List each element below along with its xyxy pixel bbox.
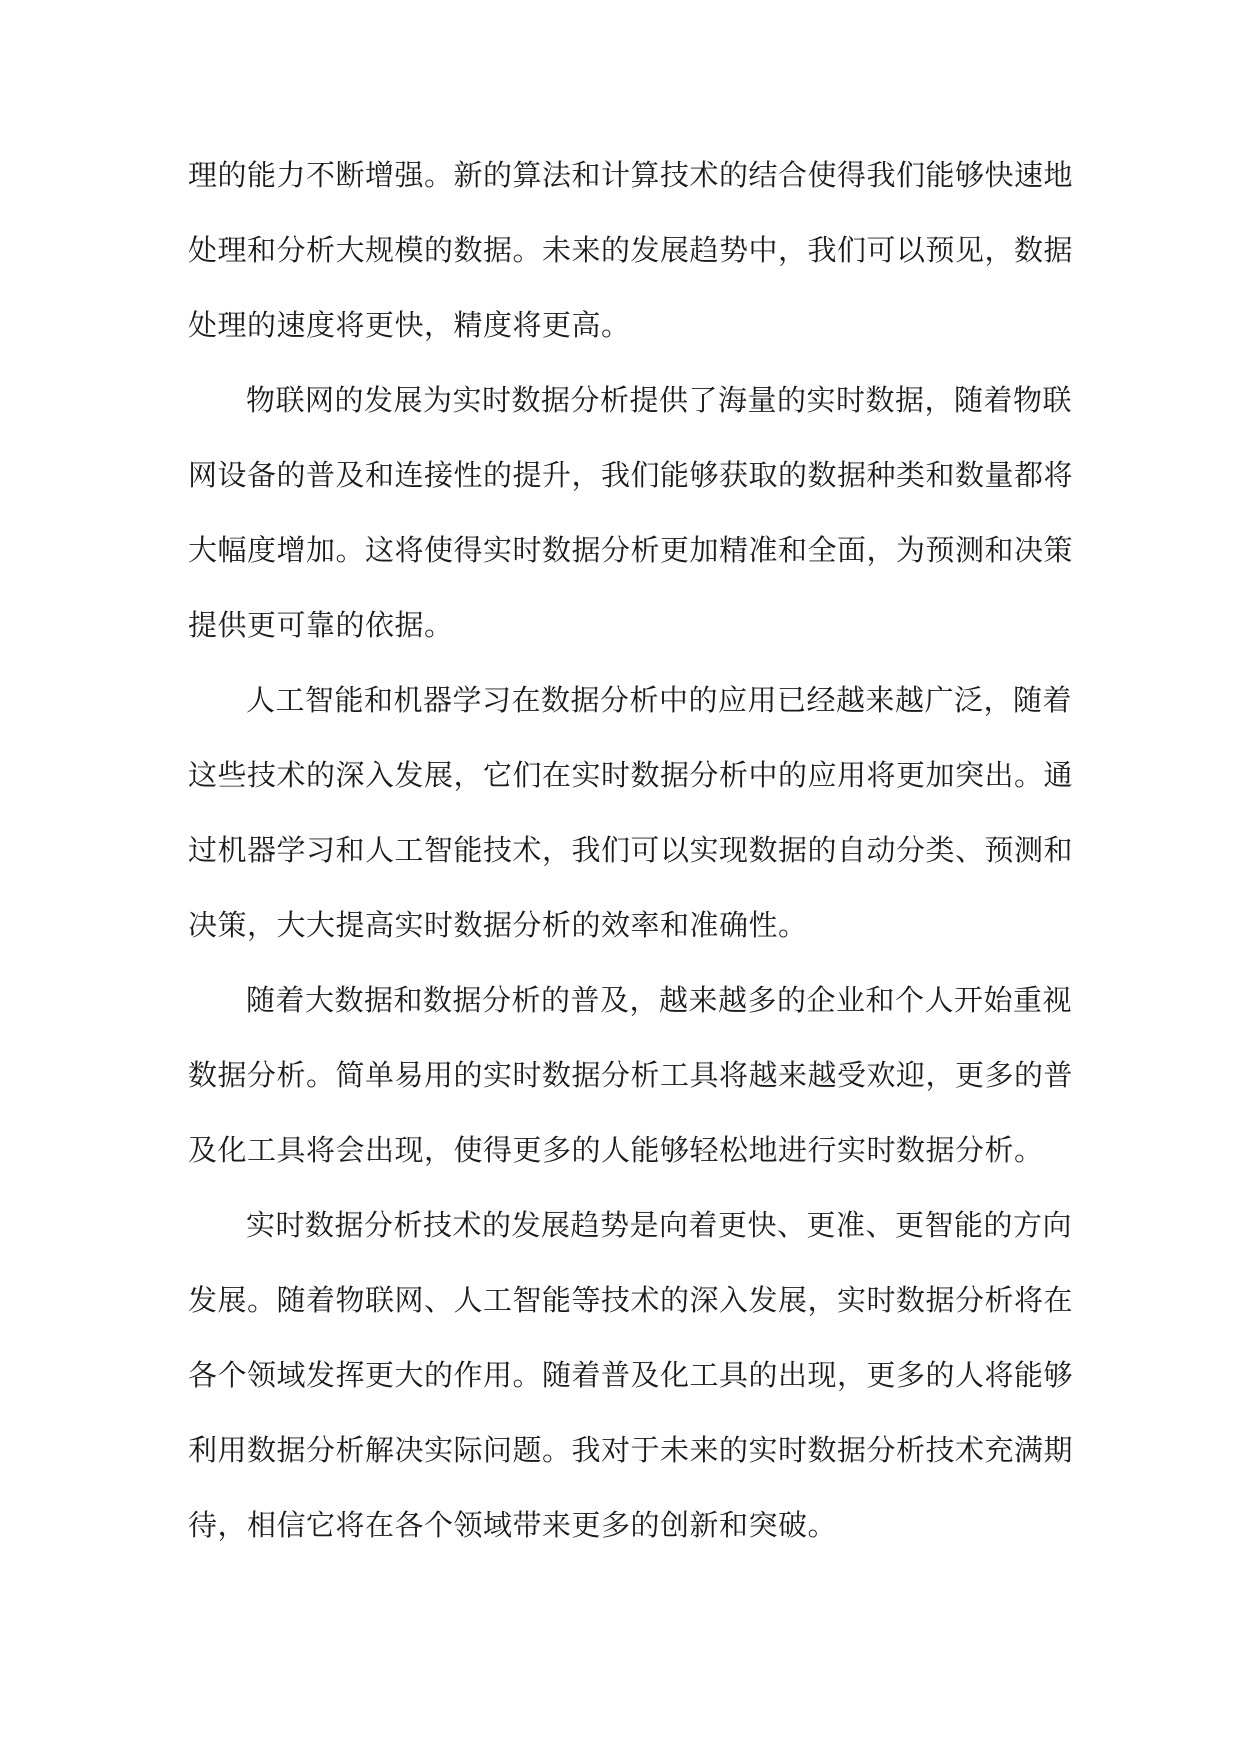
text-line: 网设备的普及和连接性的提升，我们能够获取的数据种类和数量都将 [188,458,1074,492]
text-line: 数据分析。简单易用的实时数据分析工具将越来越受欢迎，更多的普 [188,1058,1074,1092]
text-line: 处理和分析大规模的数据。未来的发展趋势中，我们可以预见，数据 [188,233,1074,267]
text-line: 这些技术的深入发展，它们在实时数据分析中的应用将更加突出。通 [188,758,1074,792]
text-line: 过机器学习和人工智能技术，我们可以实现数据的自动分类、预测和 [188,833,1074,867]
text-line: 物联网的发展为实时数据分析提供了海量的实时数据，随着物联 [246,383,1073,417]
paragraph-3 [188,663,1074,963]
paragraph-4 [188,963,1074,1188]
text-line: 及化工具将会出现，使得更多的人能够轻松地进行实时数据分析。 [188,1133,1044,1167]
text-line: 提供更可靠的依据。 [188,608,454,642]
text-line: 随着大数据和数据分析的普及，越来越多的企业和个人开始重视 [246,983,1073,1017]
text-line: 人工智能和机器学习在数据分析中的应用已经越来越广泛，随着 [246,683,1073,717]
paragraph-1 [188,138,1074,363]
text-line: 处理的速度将更快，精度将更高。 [188,308,631,342]
text-line: 理的能力不断增强。新的算法和计算技术的结合使得我们能够快速地 [188,158,1074,192]
document-body [188,138,1074,1563]
paragraph-5 [188,1188,1074,1563]
text-line: 发展。随着物联网、人工智能等技术的深入发展，实时数据分析将在 [188,1283,1074,1317]
text-line: 实时数据分析技术的发展趋势是向着更快、更准、更智能的方向 [246,1208,1073,1242]
paragraph-2 [188,363,1074,663]
text-line: 利用数据分析解决实际问题。我对于未来的实时数据分析技术充满期 [188,1433,1074,1467]
text-line: 大幅度增加。这将使得实时数据分析更加精准和全面，为预测和决策 [188,533,1074,567]
text-line: 决策，大大提高实时数据分析的效率和准确性。 [188,908,808,942]
text-line: 各个领域发挥更大的作用。随着普及化工具的出现，更多的人将能够 [188,1358,1074,1392]
text-line: 待，相信它将在各个领域带来更多的创新和突破。 [188,1508,838,1542]
